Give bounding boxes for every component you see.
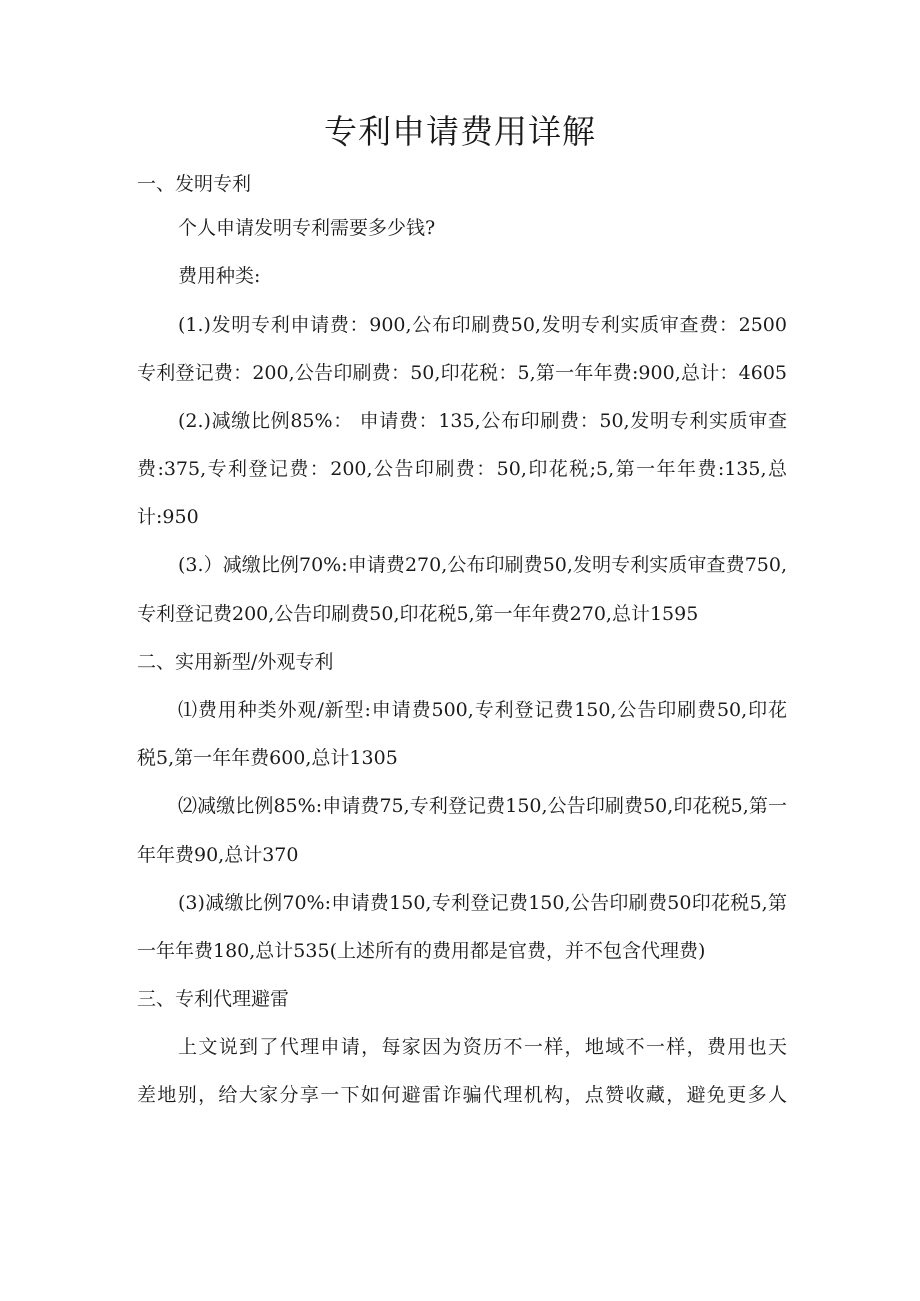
fee-types-label: 费用种类: (178, 265, 261, 287)
question-text: 个人申请发明专利需要多少钱? (178, 217, 436, 239)
document-title: 专利申请费用详解 (324, 112, 596, 151)
utility-item-2-line-2: 年年费90,总计370 (137, 844, 299, 866)
invention-item-2-line-1: (2.)减缴比例85%： 申请费：135,公布印刷费：50,发明专利实质审查 (178, 410, 787, 432)
invention-item-2-line-2: 费:375,专利登记费：200,公告印刷费：50,印花税;5,第一年年费:135,总 (137, 458, 787, 480)
invention-item-3-line-1: (3.）减缴比例70%:申请费270,公布印刷费50,发明专利实质审查费750, (178, 554, 787, 576)
section-heading-invention: 一、发明专利 (137, 173, 252, 195)
utility-item-3-line-1: (3)减缴比例70%:申请费150,专利登记费150,公告印刷费50印花税5,第 (178, 892, 787, 914)
invention-item-2-line-3: 计:950 (137, 506, 199, 528)
utility-item-1-line-2: 税5,第一年年费600,总计1305 (137, 747, 398, 769)
invention-item-1-line-1: (1.)发明专利申请费：900,公布印刷费50,发明专利实质审查费：2500 (178, 314, 787, 336)
agency-paragraph-line-2: 差地别，给大家分享一下如何避雷诈骗代理机构，点赞收藏，避免更多人 (137, 1084, 787, 1106)
invention-item-1-line-2: 专利登记费：200,公告印刷费：50,印花税：5,第一年年费:900,总计：4605 (137, 362, 787, 384)
utility-item-2-line-1: ⑵减缴比例85%:申请费75,专利登记费150,公告印刷费50,印花税5,第一 (178, 795, 787, 817)
section-heading-utility-design: 二、实用新型/外观专利 (137, 651, 334, 673)
section-heading-agency-warning: 三、专利代理避雷 (137, 988, 290, 1010)
agency-paragraph-line-1: 上文说到了代理申请，每家因为资历不一样，地域不一样，费用也天 (178, 1036, 787, 1058)
utility-item-1-line-1: ⑴费用种类外观/新型:申请费500,专利登记费150,公告印刷费50,印花 (178, 699, 787, 721)
utility-item-3-line-2: 一年年费180,总计535(上述所有的费用都是官费，并不包含代理费) (137, 940, 706, 962)
invention-item-3-line-2: 专利登记费200,公告印刷费50,印花税5,第一年年费270,总计1595 (137, 603, 699, 625)
